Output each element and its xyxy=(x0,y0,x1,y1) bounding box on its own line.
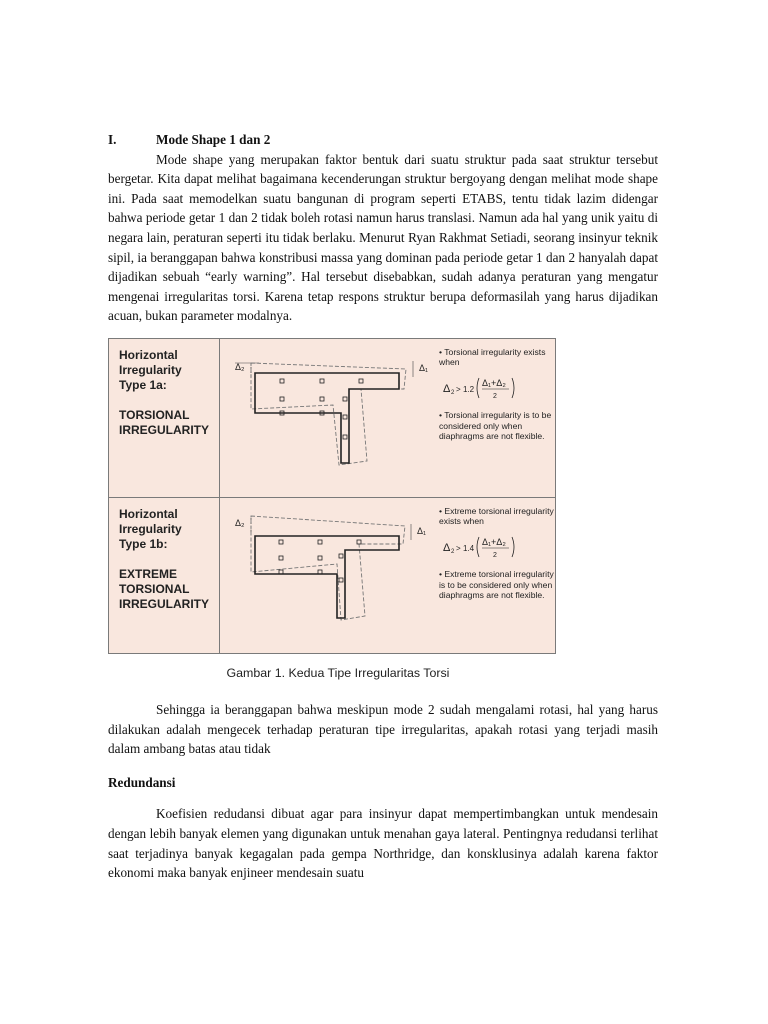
row-type-1a xyxy=(109,339,555,498)
figure xyxy=(108,338,556,680)
paragraph-redundansi: Koefisien redudansi dibuat agar para insinyur dapat mempertimbangkan untuk mendesain dengan lebih banyak elemen yang digunakan untuk menahan gaya lateral. Pentingnya redudansi terlihat saat terjadinya banyak kegagalan pada gempa Northridge, dan konsklusinya adalah karena faktor ekonomi maka banyak enjineer mendesain suatu xyxy=(108,806,658,881)
row-1b-note-diaphragm: • Extreme torsional irregularity is to be considered only when diaphragms are not flexible. xyxy=(439,569,554,600)
irregularity-table xyxy=(108,338,556,654)
svg-text:2: 2 xyxy=(451,548,455,555)
section-title: Mode Shape 1 dan 2 xyxy=(156,132,271,147)
svg-text:Δ₁: Δ₁ xyxy=(417,525,427,536)
svg-text:Δ₁+Δ₂: Δ₁+Δ₂ xyxy=(482,536,506,547)
svg-text:Δ: Δ xyxy=(443,541,451,554)
paragraph-mode-shape: Mode shape yang merupakan faktor bentuk dari suatu struktur pada saat struktur tersebut bergetar. Kita dapat melihat bagaimana kecenderungan struktur bergoyang dengan melihat mode shape ini. Pada saat memodelkan suatu bangunan di program seperti ETABS, tentu tidak lazim didengar bahwa periode getar 1 dan 2 tidak boleh rotasi namun harus translasi. Namun ada hal yang unik yaitu di negara lain, peraturan seperti itu tidak berlaku. Menurut Ryan Rakhmat Setiadi, seorang insinyur teknik sipil, ia beranggapan bahwa konstribusi massa yang dominan pada periode getar 1 dan 2 hanyalah dapat dijadikan sebuah “early warning”. Hal tersebut disebabkan, sudah adanya peraturan yang mengatur mengenai irregularitas torsi. Karena tetap respons struktur berupa deformasilah yang harus dijadikan acuan, bukan parameter modalnya. xyxy=(108,151,658,324)
torsion-formula-1a xyxy=(443,374,543,402)
row-1a-notes xyxy=(439,347,555,441)
svg-text:Δ₁: Δ₁ xyxy=(419,362,429,373)
row-1b-note-exists: • Extreme torsional irregularity exists when xyxy=(439,505,554,527)
svg-text:2: 2 xyxy=(493,551,497,559)
svg-text:1.4: 1.4 xyxy=(463,543,475,553)
svg-text:>: > xyxy=(456,384,461,394)
section-title-redundansi: Redundansi xyxy=(108,774,176,790)
section-number: I. xyxy=(108,132,117,147)
svg-text:>: > xyxy=(456,543,461,553)
row-1a-note-diaphragm: • Torsional irregularity is to be considered only when diaphragms are not flexible. xyxy=(439,410,552,441)
svg-text:Δ: Δ xyxy=(443,382,451,395)
svg-text:1.2: 1.2 xyxy=(463,384,475,394)
svg-text:Δ₂: Δ₂ xyxy=(235,361,245,372)
row-1b-title: Horizontal Irregularity Type 1b: EXTREME TORSIONAL IRREGULARITY xyxy=(119,506,209,611)
document-page xyxy=(108,130,658,883)
svg-text:2: 2 xyxy=(493,392,497,400)
row-1a-title: Horizontal Irregularity Type 1a: TORSIONAL IRREGULARITY xyxy=(119,347,209,437)
row-1b-notes xyxy=(439,506,555,600)
svg-text:2: 2 xyxy=(451,389,455,396)
figure-caption: Gambar 1. Kedua Tipe Irregularitas Torsi xyxy=(226,665,450,680)
torsional-plan-diagram-1b xyxy=(221,498,439,653)
row-1a-note-exists: • Torsional irregularity exists when xyxy=(439,346,546,368)
row-type-1b xyxy=(109,498,555,653)
svg-text:Δ₂: Δ₂ xyxy=(235,517,245,528)
svg-text:Δ₁+Δ₂: Δ₁+Δ₂ xyxy=(482,377,506,388)
torsion-formula-1b xyxy=(443,533,543,561)
torsional-plan-diagram-1a xyxy=(221,339,439,497)
section-heading xyxy=(108,130,658,150)
paragraph-conclusion: Sehingga ia beranggapan bahwa meskipun mode 2 sudah mengalami rotasi, hal yang harus dilakukan adalah mengecek terhadap peraturan tipe irregularitas, apakah rotasi yang terjadi masih dalam ambang batas atau tidak xyxy=(108,701,658,757)
